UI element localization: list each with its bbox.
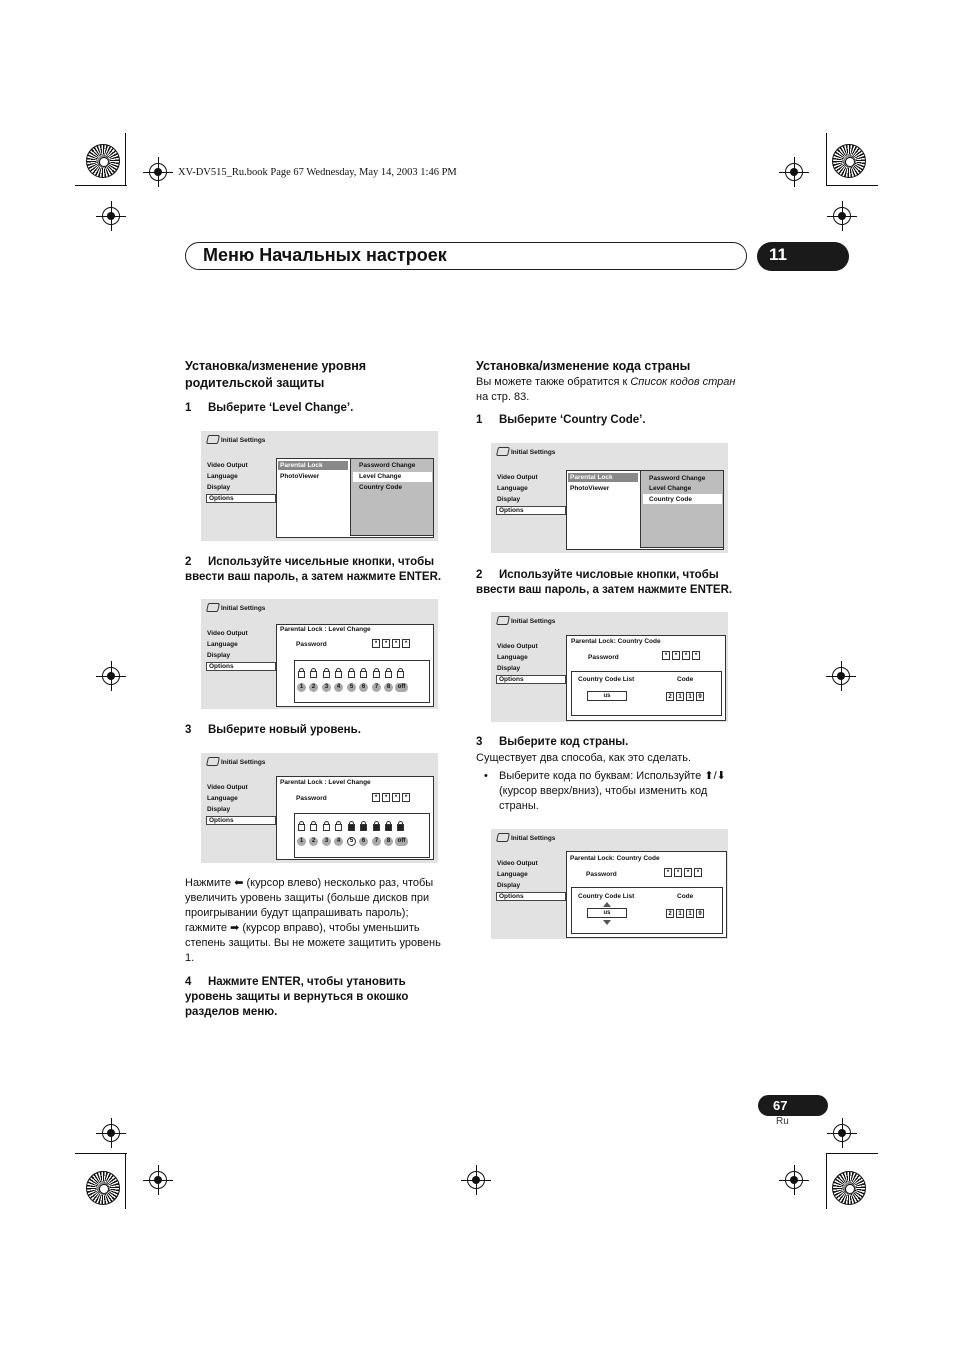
crosshair-mark xyxy=(832,667,850,685)
lock-open-icon xyxy=(335,671,342,678)
lock-open-icon xyxy=(348,671,355,678)
level-5: 5 xyxy=(347,683,356,692)
right-bullet: • Выберите кода по буквам: Используйте ⬆/⬇ (курсор вверх/вниз), чтобы изменить код страны. xyxy=(476,769,756,814)
bullet-icon: • xyxy=(484,770,488,782)
osd-dialog-title: Parental Lock : Level Change xyxy=(280,779,371,786)
right-section-heading: Установка/изменение кода страны xyxy=(476,359,691,373)
registration-star-top-right xyxy=(832,144,866,178)
left-step-3: 3 Выберите новый уровень. xyxy=(185,724,361,736)
osd-menu-options: Options xyxy=(206,494,276,503)
right-step-3: 3 Выберите код страны. xyxy=(476,736,629,748)
country-code-list-label: Country Code List xyxy=(578,893,635,900)
osd-menu-options: Options xyxy=(496,675,566,684)
crosshair-mark xyxy=(785,1171,803,1189)
crosshair-mark xyxy=(102,667,120,685)
crosshair-mark xyxy=(149,1171,167,1189)
left-step-2: 2 Используйте чисельные кнопки, чтобы ввести ваш пароль, а затем нажмите ENTER. xyxy=(185,556,442,583)
disc-icon xyxy=(496,616,510,625)
disc-icon xyxy=(206,757,220,766)
chapter-number-badge: 11 xyxy=(757,242,849,271)
level-2: 2 xyxy=(309,683,318,692)
crop-line xyxy=(125,133,126,185)
osd-menu-options: Options xyxy=(206,662,276,671)
registration-star-bottom-right xyxy=(832,1171,866,1205)
osd-screen-country-code-select: Initial Settings Video Output Language Display Options Parental Lock PhotoViewer Password Change Level Change Country Code xyxy=(491,443,728,553)
arrow-down-icon xyxy=(603,920,611,925)
right-intro: Вы можете также обратится к Список кодов стран на стр. 83. xyxy=(476,376,736,403)
password-label: Password xyxy=(586,871,617,878)
osd-screen-country-code-password: Initial Settings Video Output Language Display Options Parental Lock: Country Code Password * * * * Country Code List Code us 2 1 1 9 xyxy=(491,612,728,722)
lock-open-icon xyxy=(323,824,330,831)
crosshair-mark xyxy=(833,207,851,225)
osd-dialog-title: Parental Lock: Country Code xyxy=(571,638,661,645)
disc-icon xyxy=(206,435,220,444)
country-value-box: us xyxy=(587,691,627,701)
disc-icon xyxy=(496,833,510,842)
level-1: 1 xyxy=(297,683,306,692)
osd-screen-level-select: Initial Settings Video Output Language Display Options Parental Lock : Level Change Password * * * * 1 2 3 4 5 6 7 8 off xyxy=(201,753,438,863)
book-info-line: XV-DV515_Ru.book Page 67 Wednesday, May 14, 2003 1:46 PM xyxy=(178,167,457,178)
lock-open-icon xyxy=(323,671,330,678)
level-3: 3 xyxy=(322,683,331,692)
osd-menu-options: Options xyxy=(206,816,276,825)
level-7: 7 xyxy=(372,683,381,692)
left-note: Нажмите ⬅ (курсор влево) несколько раз, чтобы увеличить уровень защиты (больше дисков при проигрывании будут щапрашивать пароль); гажмите ➡ (курсор вправо), чтобы уменьшить степень защиты. Вы не можете защитить уровень 1. xyxy=(185,877,441,964)
lock-closed-icon xyxy=(397,824,404,831)
level-6: 6 xyxy=(359,683,368,692)
lock-open-icon xyxy=(373,671,380,678)
lock-open-icon xyxy=(360,671,367,678)
osd-screen-level-change-select: Initial Settings Video Output Language Display Options Parental Lock PhotoViewer Password Change Level Change Country Code xyxy=(201,431,438,541)
osd-main-menu: Video Output Language Display xyxy=(207,462,248,491)
crop-line xyxy=(125,1153,126,1209)
osd-dialog-title: Parental Lock : Level Change xyxy=(280,626,371,633)
crop-line xyxy=(826,1153,878,1154)
page-number-badge: 67 xyxy=(758,1095,828,1116)
arrow-up-icon xyxy=(603,902,611,907)
level-4: 4 xyxy=(334,683,343,692)
level-5-selected: 5 xyxy=(347,837,356,846)
crop-line xyxy=(75,1153,127,1154)
lock-closed-icon xyxy=(373,824,380,831)
left-section-heading: Установка/изменение уровня родительской защиты xyxy=(185,359,367,390)
chapter-title: Меню Начальных настроек xyxy=(203,245,447,265)
password-label: Password xyxy=(296,641,327,648)
lock-open-icon xyxy=(298,824,305,831)
disc-icon xyxy=(496,447,510,456)
level-off: off xyxy=(395,683,408,692)
crosshair-mark xyxy=(102,1124,120,1142)
password-label: Password xyxy=(588,654,619,661)
crosshair-mark xyxy=(833,1124,851,1142)
right-step-1: 1 Выберите ‘Country Code’. xyxy=(476,414,646,426)
right-step-2: 2 Используйте числовые кнопки, чтобы ввести ваш пароль, а затем нажмите ENTER. xyxy=(476,569,733,596)
crop-line xyxy=(826,185,878,186)
lock-open-icon xyxy=(310,671,317,678)
lock-open-icon xyxy=(298,671,305,678)
lock-closed-icon xyxy=(385,824,392,831)
lock-open-icon xyxy=(397,671,404,678)
crop-line xyxy=(75,185,127,186)
country-code-list-label: Country Code List xyxy=(578,676,635,683)
country-value-box: us xyxy=(587,908,627,918)
lock-open-icon xyxy=(335,824,342,831)
crosshair-mark xyxy=(467,1171,485,1189)
disc-icon xyxy=(206,603,220,612)
registration-star-top-left xyxy=(86,144,120,178)
crosshair-mark xyxy=(102,207,120,225)
osd-dialog-title: Parental Lock: Country Code xyxy=(570,855,660,862)
osd-screen-country-code-select-list: Initial Settings Video Output Language Display Options Parental Lock: Country Code Password * * * * Country Code List Code us 2 1 1 9 xyxy=(491,829,728,939)
level-8: 8 xyxy=(384,683,393,692)
registration-star-bottom-left xyxy=(86,1171,120,1205)
crop-line xyxy=(826,133,827,185)
lock-open-icon xyxy=(310,824,317,831)
osd-menu-options: Options xyxy=(496,506,566,515)
code-label: Code xyxy=(677,676,694,683)
code-label: Code xyxy=(677,893,694,900)
page-language: Ru xyxy=(776,1116,789,1127)
left-step-1: 1 Выберите ‘Level Change’. xyxy=(185,402,354,414)
osd-menu-options: Options xyxy=(496,892,566,901)
osd-screen-level-change-password: Initial Settings Video Output Language Display Options Parental Lock : Level Change Password * * * * 1 2 3 4 5 6 7 8 off xyxy=(201,599,438,709)
crosshair-mark xyxy=(785,163,803,181)
left-step-4: 4 Нажмите ENTER, чтобы утановить уровень защиты и вернуться в окошко разделов меню. xyxy=(185,976,409,1018)
right-step-3-body: Существует два способа, как это сделать. xyxy=(476,752,692,764)
lock-closed-icon xyxy=(360,824,367,831)
crop-line xyxy=(826,1153,827,1209)
crosshair-mark xyxy=(149,163,167,181)
lock-closed-icon xyxy=(348,824,355,831)
password-label: Password xyxy=(296,795,327,802)
lock-open-icon xyxy=(385,671,392,678)
